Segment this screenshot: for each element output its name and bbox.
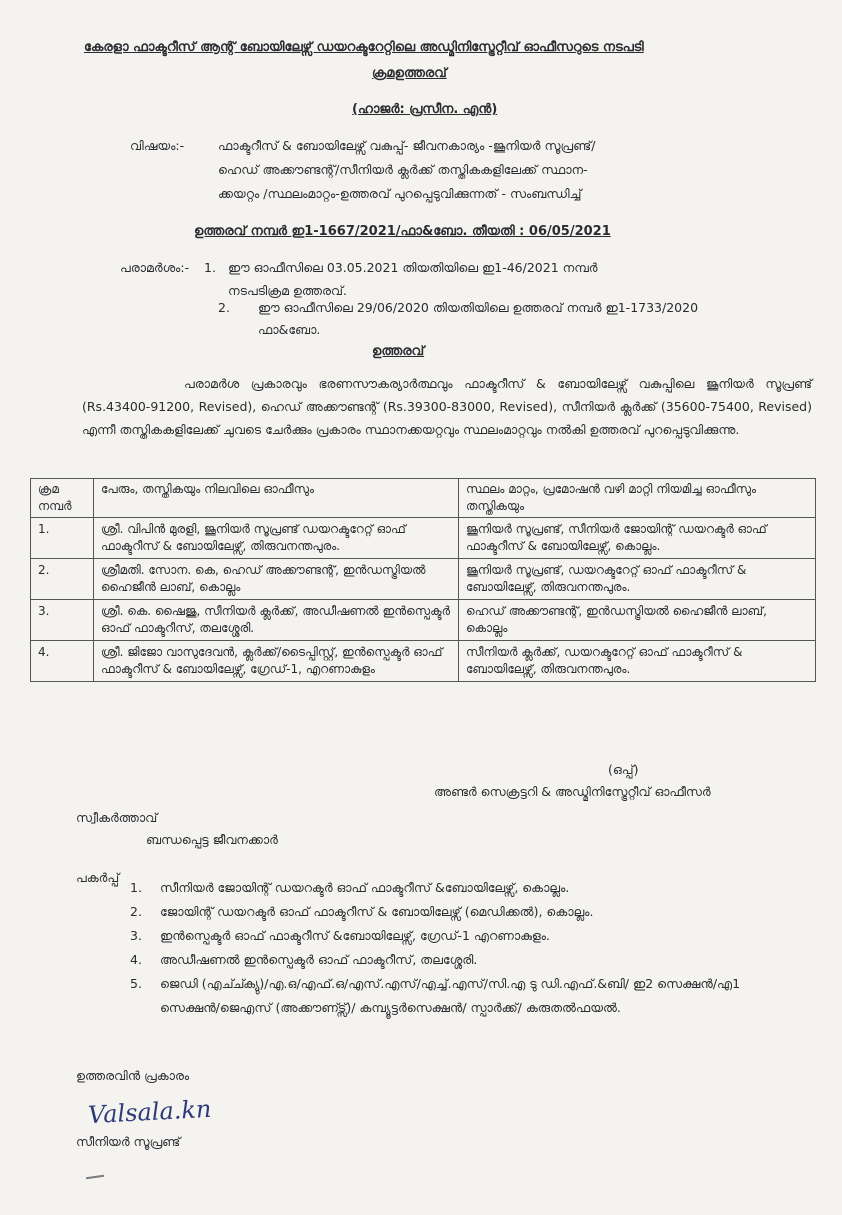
present-officer: (ഹാജർ: പ്രസീന. എൻ) xyxy=(352,102,498,117)
list-text: ജെഡി (എച്ച്ക്യു)/എ.ഒ/എഫ്.ഒ/എസ്.എസ്/എച്ച്.എസ്/സി.എ ടു ഡി.എഫ്.&ബി/ ഇ2 സെക്ഷൻ/എ1 സെക്ഷൻ/ജെഎസ് (അക്കൗണ്ട്സ്)/ കമ്പ്യൂട്ടർസെക്ഷൻ/ സ്പാർക്ക്/ കരുതൽഫയൽ. xyxy=(160,976,741,1015)
references-label: പരാമർശം:- xyxy=(120,260,190,275)
list-text: അഡീഷണൽ ഇൻസ്പെക്ടർ ഓഫ് ഫാക്ടറീസ്, തലശ്ശേരി. xyxy=(160,952,478,967)
scribble-mark xyxy=(86,1175,104,1179)
list-number: 1. xyxy=(130,880,142,895)
transfer-table xyxy=(30,478,816,682)
recipient-value: ബന്ധപ്പെട്ട ജീവനക്കാർ xyxy=(146,832,278,847)
list-item xyxy=(130,924,790,948)
list-item xyxy=(130,900,790,924)
current-post: ശ്രീ. ജിജോ വാസുദേവൻ, ക്ലർക്ക്/ടൈപ്പിസ്റ്റ്, ഇൻസ്പെക്ടർ ഓഫ് ഫാക്ടറീസ് & ബോയിലേഴ്സ്, ഗ്രേഡ്-1, എറണാകുളം xyxy=(94,641,459,682)
current-post: ശ്രീ. കെ. ഷൈജു, സീനിയർ ക്ലർക്ക്, അഡീഷണൽ ഇൻസ്പെക്ടർ ഓഫ് ഫാക്ടറീസ്, തലശ്ശേരി. xyxy=(94,600,459,641)
reference-number: 2. xyxy=(218,300,230,315)
reference-text: ഫാ&ബോ. xyxy=(258,322,321,337)
row-number: 3. xyxy=(31,600,94,641)
order-heading: ഉത്തരവ് xyxy=(372,344,425,359)
order-paragraph: പരാമർശ പ്രകാരവും ഭരണസൗകര്യാർത്ഥവും ഫാക്ടറീസ് & ബോയിലേഴ്സ് വകുപ്പിലെ ജൂനിയർ സൂപ്രണ്ട് (Rs.43400-91200, Revised), ഹെഡ് അക്കൗണ്ടന്റ് (Rs.39300-83000, Revised), സീനിയർ ക്ലർക്ക് (35600-75400, Revised) എന്നീ തസ്തികകളിലേക്ക് ചുവടെ ചേർക്കും പ്രകാരം സ്ഥാനക്കയറ്റവും സ്ഥലംമാറ്റവും നൽകി ഉത്തരവ് പുറപ്പെടുവിക്കുന്നു. xyxy=(82,376,812,437)
column-header-current: പേരും, തസ്തികയും നിലവിലെ ഓഫീസും xyxy=(94,479,459,518)
list-text: ജോയിന്റ് ഡയറക്ടർ ഓഫ് ഫാക്ടറീസ് & ബോയിലേഴ്സ് (മെഡിക്കൽ), കൊല്ലം. xyxy=(160,904,594,919)
table-header-row xyxy=(31,479,816,518)
reference-text: ഈ ഓഫീസിലെ 03.05.2021 തിയതിയിലെ ഇ1-46/2021 നമ്പർ xyxy=(228,260,598,275)
copy-to-list xyxy=(130,876,790,1020)
order-reference: ഉത്തരവ് നമ്പർ ഇ1-1667/2021/ഫാ&ബോ. തീയതി : 06/05/2021 xyxy=(194,224,611,239)
row-number: 1. xyxy=(31,518,94,559)
reference-number: 1. xyxy=(204,260,216,275)
signatory-designation: അണ്ടർ സെക്രട്ടറി & അഡ്മിനിസ്ട്രേറ്റീവ് ഓഫീസർ xyxy=(434,784,711,799)
current-post: ശ്രീ. വിപിൻ മുരളി, ജൂനിയർ സൂപ്രണ്ട് ഡയറക്ടറേറ്റ് ഓഫ് ഫാക്ടറീസ് & ബോയിലേഴ്സ്, തിരുവനന്തപുരം. xyxy=(94,518,459,559)
new-post: ഹെഡ് അക്കൗണ്ടന്റ്, ഇൻഡസ്ട്രിയൽ ഹൈജീൻ ലാബ്, കൊല്ലം xyxy=(459,600,816,641)
list-text: സീനിയർ ജോയിന്റ് ഡയറക്ടർ ഓഫ് ഫാക്ടറീസ് &ബോയിലേഴ്സ്, കൊല്ലം. xyxy=(160,880,570,895)
list-number: 3. xyxy=(130,928,142,943)
new-post: സീനിയർ ക്ലർക്ക്, ഡയറക്ടറേറ്റ് ഓഫ് ഫാക്ടറീസ് & ബോയിലേഴ്സ്, തിരുവനന്തപുരം. xyxy=(459,641,816,682)
list-text: ഇൻസ്പെക്ടർ ഓഫ് ഫാക്ടറീസ് &ബോയിലേഴ്സ്, ഗ്രേഡ്-1 എറണാകുളം. xyxy=(160,928,551,943)
table-row xyxy=(31,559,816,600)
column-header-new: സ്ഥലം മാറ്റം, പ്രമോഷൻ വഴി മാറ്റി നിയമിച്ച ഓഫീസും തസ്തികയും xyxy=(459,479,816,518)
order-title-line1: കേരളാ ഫാക്ടറീസ് ആന്റ് ബോയിലേഴ്സ് ഡയറക്ടറേറ്റിലെ അഡ്മിനിസ്ട്രേറ്റീവ് ഓഫീസറുടെ നടപടി xyxy=(84,40,644,55)
list-item xyxy=(130,972,790,1020)
row-number: 4. xyxy=(31,641,94,682)
reference-text: നടപടിക്രമ ഉത്തരവ്. xyxy=(228,283,348,298)
subject-label: വിഷയം:- xyxy=(130,138,185,153)
new-post: ജൂനിയർ സൂപ്രണ്ട്, ഡയറക്ടറേറ്റ് ഓഫ് ഫാക്ടറീസ് & ബോയിലേഴ്സ്, തിരുവനന്തപുരം. xyxy=(459,559,816,600)
signed-marker: (ഒപ്പ്) xyxy=(608,762,639,777)
column-header-serial: ക്രമ നമ്പർ xyxy=(31,479,94,518)
list-number: 4. xyxy=(130,952,142,967)
handwritten-signature: Valsala.kn xyxy=(87,1094,213,1130)
subject-line: ക്കയറ്റം /സ്ഥലംമാറ്റം-ഉത്തരവ് പുറപ്പെടുവിക്കുന്നത് - സംബന്ധിച്ച് xyxy=(218,186,582,201)
list-item xyxy=(130,948,790,972)
copy-to-label: പകർപ്പ് xyxy=(76,870,120,885)
table-row xyxy=(31,600,816,641)
current-post: ശ്രീമതി. സോന. കെ, ഹെഡ് അക്കൗണ്ടന്റ്, ഇൻഡസ്ട്രിയൽ ഹൈജീൻ ലാബ്, കൊല്ലം xyxy=(94,559,459,600)
list-number: 2. xyxy=(130,904,142,919)
by-order-label: ഉത്തരവിൻ പ്രകാരം xyxy=(76,1068,190,1083)
table-row xyxy=(31,518,816,559)
table-row xyxy=(31,641,816,682)
recipient-label: സ്വീകർത്താവ് xyxy=(76,810,158,825)
list-number: 5. xyxy=(130,976,142,991)
reference-text: ഈ ഓഫീസിലെ 29/06/2020 തിയതിയിലെ ഉത്തരവ് നമ്പർ ഇ1-1733/2020 xyxy=(258,300,699,315)
new-post: ജൂനിയർ സൂപ്രണ്ട്, സീനിയർ ജോയിന്റ് ഡയറക്ടർ ഓഫ് ഫാക്ടറീസ് & ബോയിലേഴ്സ്, കൊല്ലം. xyxy=(459,518,816,559)
order-title-line2: ക്രമഉത്തരവ് xyxy=(372,66,447,81)
row-number: 2. xyxy=(31,559,94,600)
subject-line: ഹെഡ് അക്കൗണ്ടന്റ്/സീനിയർ ക്ലർക്ക് തസ്തികകളിലേക്ക് സ്ഥാന- xyxy=(218,162,588,177)
subject-line: ഫാക്ടറീസ് & ബോയിലേഴ്സ് വകുപ്പ്- ജീവനകാര്യം -ജൂനിയർ സൂപ്രണ്ട്/ xyxy=(218,138,596,153)
footer-designation: സീനിയർ സൂപ്രണ്ട് xyxy=(76,1134,181,1149)
list-item xyxy=(130,876,790,900)
